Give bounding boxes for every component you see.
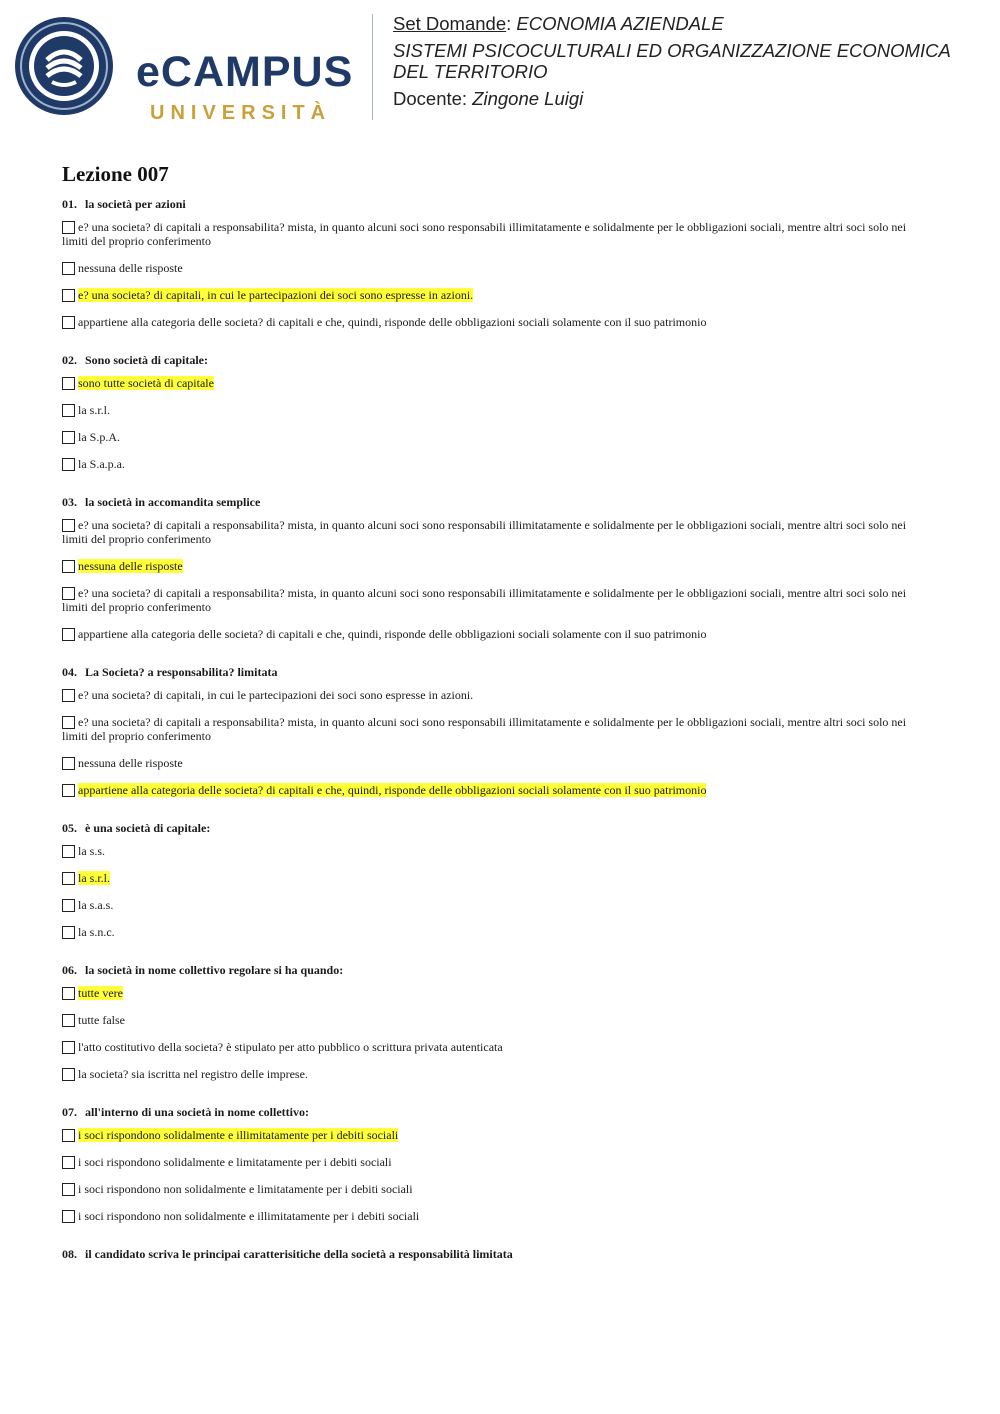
checkbox-icon[interactable] [62,872,75,885]
checkbox-icon[interactable] [62,560,75,573]
checkbox-icon[interactable] [62,1183,75,1196]
answer-option [62,844,918,858]
question-number: 04. [62,665,77,679]
header-divider [372,14,373,120]
checkbox-icon[interactable] [62,458,75,471]
checkbox-icon[interactable] [62,757,75,770]
question-title [62,820,918,836]
answer-option [62,688,918,702]
question-block [62,352,918,471]
checkbox-icon[interactable] [62,377,75,390]
university-seal-icon [14,16,114,116]
checkbox-icon[interactable] [62,1068,75,1081]
answer-text: nessuna delle risposte [78,261,183,275]
answer-text: i soci rispondono solidalmente e limitatamente per i debiti sociali [78,1155,392,1169]
answer-option [62,1155,918,1169]
answer-text: i soci rispondono solidalmente e illimitatamente per i debiti sociali [78,1128,399,1142]
answer-option [62,756,918,770]
checkbox-icon[interactable] [62,519,75,532]
question-number: 05. [62,821,77,835]
question-text: La Societa? a responsabilita? limitata [85,665,278,679]
checkbox-icon[interactable] [62,289,75,302]
answer-text: la s.s. [78,844,105,858]
answer-option [62,1128,918,1142]
answer-option [62,783,918,797]
question-title [62,1246,918,1262]
course-title: SISTEMI PSICOCULTURALI ED ORGANIZZAZIONE ECONOMICA DEL TERRITORIO [393,40,951,82]
answer-option [62,430,918,444]
question-number: 07. [62,1105,77,1119]
answer-option [62,715,918,743]
question-block [62,1104,918,1223]
answer-text: appartiene alla categoria delle societa? di capitali e che, quindi, risponde delle obbligazioni sociali solamente con il suo patrimonio [78,315,707,329]
answer-text: e? una societa? di capitali, in cui le partecipazioni dei soci sono espresse in azioni. [78,288,474,302]
teacher-line [393,87,983,111]
answer-text: la s.a.s. [78,898,114,912]
teacher-label: Docente: [393,88,468,109]
answer-option [62,288,918,302]
answer-text: tutte false [78,1013,125,1027]
checkbox-icon[interactable] [62,587,75,600]
answer-text: la s.n.c. [78,925,115,939]
answer-text: la s.r.l. [78,403,110,417]
logo-subtext: UNIVERSITÀ [150,102,332,124]
checkbox-icon[interactable] [62,987,75,1000]
question-number: 08. [62,1247,77,1261]
question-title [62,494,918,510]
answer-text: e? una societa? di capitali a responsabilita? mista, in quanto alcuni soci sono responsabili illimitatamente e solidalmente per le obbligazioni sociali, mentre altri soci solo nei limiti del proprio conferimento [62,518,907,546]
answer-option [62,925,918,939]
question-text: la società per azioni [85,197,186,211]
question-text: è una società di capitale: [85,821,211,835]
answer-option [62,315,918,329]
answer-option [62,518,918,546]
answer-option [62,1182,918,1196]
answer-text: la S.a.p.a. [78,457,125,471]
answer-text: appartiene alla categoria delle societa? di capitali e che, quindi, risponde delle obbligazioni sociali solamente con il suo patrimonio [78,627,707,641]
question-text: la società in accomandita semplice [85,495,261,509]
logo-wordmark: eCAMPUS [136,48,354,96]
answer-option [62,261,918,275]
lesson-title: Lezione 007 [62,162,169,186]
answer-option [62,220,918,248]
question-block [62,820,918,939]
question-block [62,494,918,641]
answer-text: e? una societa? di capitali a responsabilita? mista, in quanto alcuni soci sono responsabili illimitatamente e solidalmente per le obbligazioni sociali, mentre altri soci solo nei limiti del proprio conferimento [62,586,907,614]
checkbox-icon[interactable] [62,1156,75,1169]
answer-option [62,457,918,471]
answer-option [62,586,918,614]
answer-option [62,559,918,573]
answer-text: e? una societa? di capitali a responsabilita? mista, in quanto alcuni soci sono responsabili illimitatamente e solidalmente per le obbligazioni sociali, mentre altri soci solo nei limiti del proprio conferimento [62,220,907,248]
question-block [62,1246,918,1262]
answer-option [62,1013,918,1027]
answer-option [62,1209,918,1223]
question-block [62,664,918,797]
checkbox-icon[interactable] [62,316,75,329]
question-number: 02. [62,353,77,367]
answer-text: i soci rispondono non solidalmente e limitatamente per i debiti sociali [78,1182,413,1196]
answer-text: appartiene alla categoria delle societa? di capitali e che, quindi, risponde delle obbligazioni sociali solamente con il suo patrimonio [78,783,707,797]
question-number: 03. [62,495,77,509]
checkbox-icon[interactable] [62,1041,75,1054]
question-number: 01. [62,197,77,211]
answer-text: e? una societa? di capitali a responsabilita? mista, in quanto alcuni soci sono responsabili illimitatamente e solidalmente per le obbligazioni sociali, mentre altri soci solo nei limiti del proprio conferimento [62,715,907,743]
answer-option [62,1040,918,1054]
answer-option [62,627,918,641]
question-text: il candidato scriva le principai caratterisitiche della società a responsabilità limitata [85,1247,513,1261]
answer-option [62,986,918,1000]
question-title [62,1104,918,1120]
checkbox-icon[interactable] [62,431,75,444]
checkbox-icon[interactable] [62,784,75,797]
checkbox-icon[interactable] [62,716,75,729]
answer-text: la S.p.A. [78,430,120,444]
question-block [62,196,918,329]
answer-text: nessuna delle risposte [78,756,183,770]
answer-option [62,1067,918,1081]
question-list [62,196,918,1285]
teacher-name: Zingone Luigi [472,88,584,109]
answer-text: sono tutte società di capitale [78,376,214,390]
answer-option [62,871,918,885]
checkbox-icon[interactable] [62,1129,75,1142]
answer-option [62,898,918,912]
checkbox-icon[interactable] [62,926,75,939]
question-title [62,352,918,368]
checkbox-icon[interactable] [62,628,75,641]
question-text: all'interno di una società in nome collettivo: [85,1105,309,1119]
checkbox-icon[interactable] [62,404,75,417]
question-title [62,962,918,978]
answer-text: i soci rispondono non solidalmente e illimitatamente per i debiti sociali [78,1209,420,1223]
checkbox-icon[interactable] [62,262,75,275]
question-title [62,664,918,680]
checkbox-icon[interactable] [62,1210,75,1223]
answer-text: l'atto costitutivo della societa? è stipulato per atto pubblico o scrittura privata autenticata [78,1040,503,1054]
question-block [62,962,918,1081]
answer-option [62,376,918,390]
answer-text: la s.r.l. [78,871,110,885]
set-value: ECONOMIA AZIENDALE [516,13,724,34]
question-number: 06. [62,963,77,977]
answer-text: la societa? sia iscritta nel registro delle imprese. [78,1067,308,1081]
checkbox-icon[interactable] [62,1014,75,1027]
answer-option [62,403,918,417]
question-title [62,196,918,212]
answer-text: e? una societa? di capitali, in cui le partecipazioni dei soci sono espresse in azioni. [78,688,474,702]
checkbox-icon[interactable] [62,689,75,702]
set-label: Set Domande [393,13,507,34]
question-text: la società in nome collettivo regolare si ha quando: [85,963,344,977]
answer-text: tutte vere [78,986,123,1000]
checkbox-icon[interactable] [62,845,75,858]
checkbox-icon[interactable] [62,221,75,234]
answer-text: nessuna delle risposte [78,559,183,573]
question-text: Sono società di capitale: [85,353,208,367]
checkbox-icon[interactable] [62,899,75,912]
document-header [393,12,983,111]
ecampus-logo [14,16,364,124]
set-line: Set Domande: ECONOMIA AZIENDALE [393,13,724,34]
